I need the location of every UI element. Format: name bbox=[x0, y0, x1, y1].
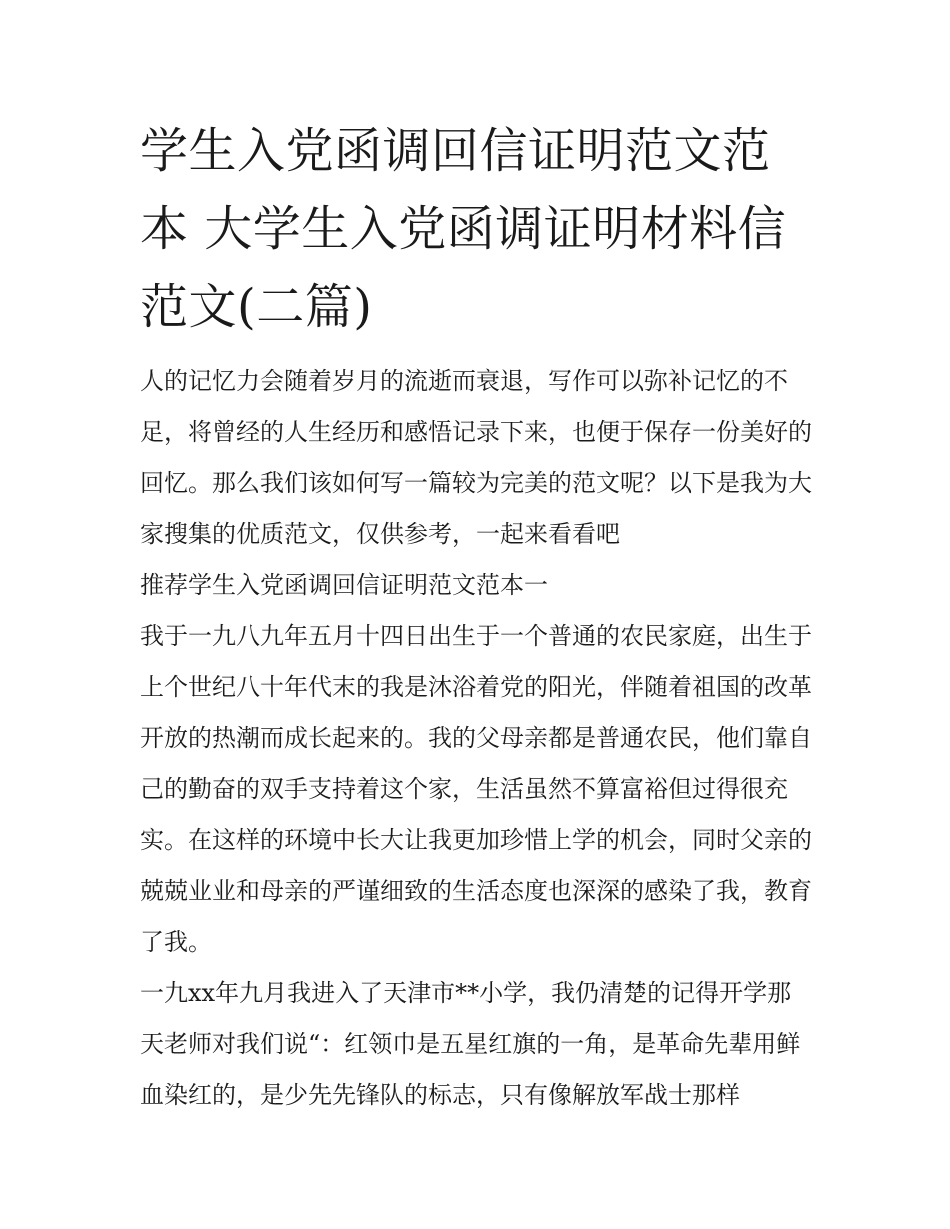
paragraph-school: 一九xx年九月我进入了天津市**小学，我仍清楚的记得开学那天老师对我们说“：红领巾是五星红旗的一角，是革命先辈用鲜血染红的，是少先先锋队的标志，只有像解放军战士那样 bbox=[140, 979, 801, 1109]
document-title: 学生入党函调回信证明范文范本 大学生入党函调证明材料信范文(二篇) bbox=[140, 123, 787, 335]
section-heading: 推荐学生入党函调回信证明范文范本一 bbox=[140, 571, 548, 599]
paragraph-intro: 人的记忆力会随着岁月的流逝而衰退，写作可以弥补记忆的不足，将曾经的人生经历和感悟记录下来，也便于保存一份美好的回忆。那么我们该如何写一篇较为完美的范文呢？以下是我为大家搜集的优质范文，仅供参考，一起来看看吧 bbox=[140, 367, 812, 548]
paragraph-background: 我于一九八九年五月十四日出生于一个普通的农民家庭，出生于上个世纪八十年代末的我是沐浴着党的阳光，伴随着祖国的改革开放的热潮而成长起来的。我的父母亲都是普通农民，他们靠自己的勤奋的双手支持着这个家，生活虽然不算富裕但过得很充实。在这样的环境中长大让我更加珍惜上学的机会，同时父亲的兢兢业业和母亲的严谨细致的生活态度也深深的感染了我，教育了我。 bbox=[140, 622, 812, 956]
document-body bbox=[140, 356, 812, 1121]
